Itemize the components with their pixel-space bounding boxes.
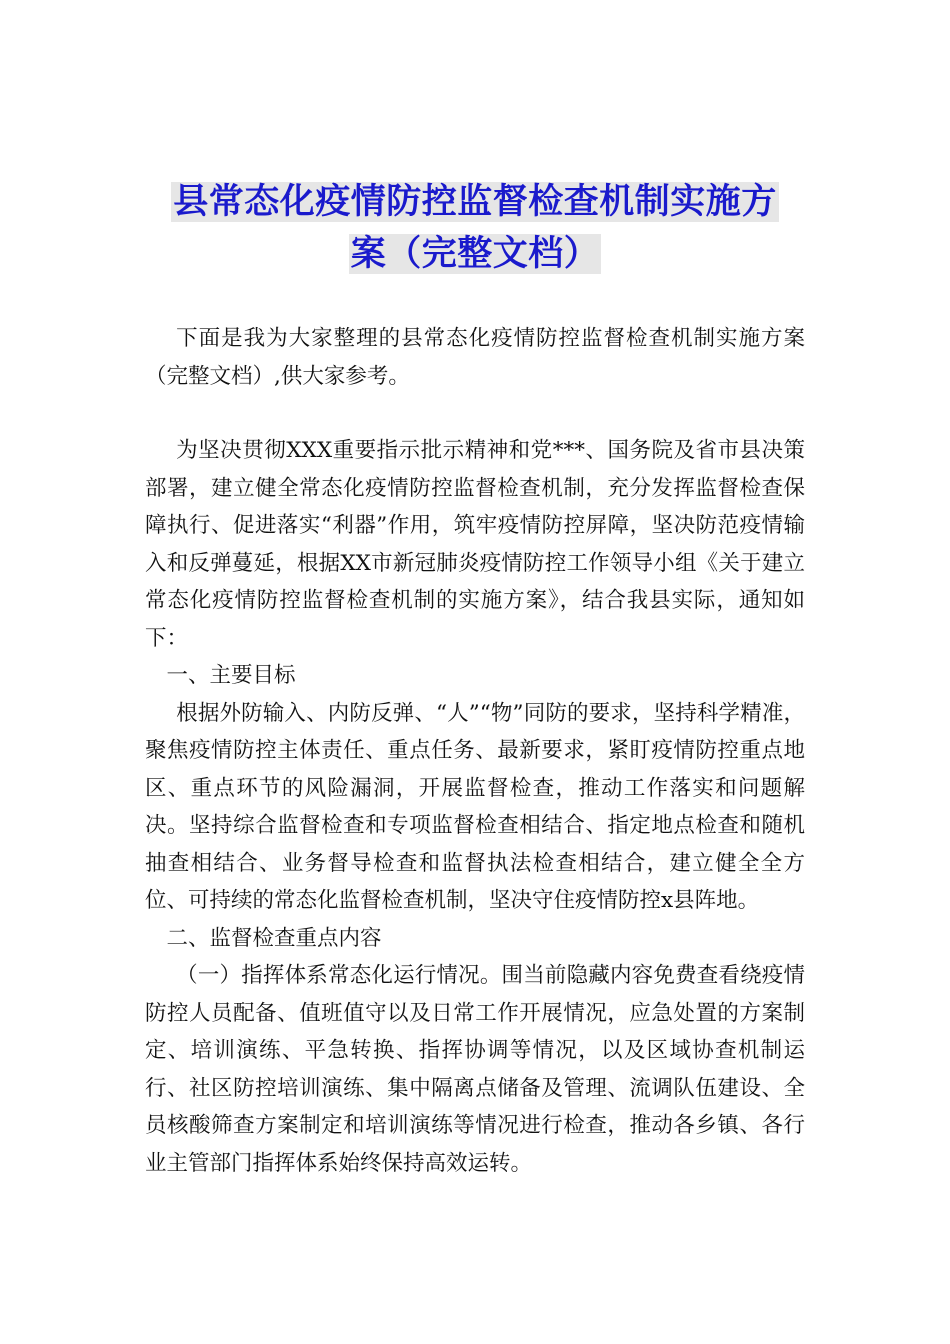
document-title xyxy=(130,176,820,280)
paragraph-goals: 根据外防输入、内防反弹、“人”“物”同防的要求，坚持科学精准，聚焦疫情防控主体责任、重点任务、最新要求，紧盯疫情防控重点地区、重点环节的风险漏洞，开展监督检查，推动工作落实和问题解决。坚持综合监督检查和专项监督检查相结合、指定地点检查和随机抽查相结合、业务督导检查和监督执法检查相结合，建立健全全方位、可持续的常态化监督检查机制，坚决守住疫情防控x县阵地。 xyxy=(145,700,805,913)
paragraph-background: 为坚决贯彻XXX重要指示批示精神和党***、国务院及省市县决策部署，建立健全常态化疫情防控监督检查机制，充分发挥监督检查保障执行、促进落实“利器”作用，筑牢疫情防控屏障，坚决防范疫情输入和反弹蔓延，根据XX市新冠肺炎疫情防控工作领导小组《关于建立常态化疫情防控监督检查机制的实施方案》，结合我县实际，通知如下： xyxy=(145,438,805,651)
intro-paragraph: 下面是我为大家整理的县常态化疫情防控监督检查机制实施方案（完整文档）,供大家参考。 xyxy=(145,326,805,389)
document-body xyxy=(145,320,805,1182)
section-heading-goals: 一、主要目标 xyxy=(166,663,296,688)
paragraph-gap xyxy=(145,395,805,432)
title-line-1: 县常态化疫情防控监督检查机制实施方 xyxy=(173,182,777,222)
title-line-2: 案（完整文档） xyxy=(350,234,600,274)
paragraph-command-system: （一）指挥体系常态化运行情况。围当前隐藏内容免费查看绕疫情防控人员配备、值班值守以及日常工作开展情况，应急处置的方案制定、培训演练、平急转换、指挥协调等情况，以及区域协查机制运行、社区防控培训演练、集中隔离点储备及管理、流调队伍建设、全员核酸筛查方案制定和培训演练等情况进行检查，推动各乡镇、各行业主管部门指挥体系始终保持高效运转。 xyxy=(145,963,805,1176)
section-heading-inspection: 二、监督检查重点内容 xyxy=(166,925,382,951)
